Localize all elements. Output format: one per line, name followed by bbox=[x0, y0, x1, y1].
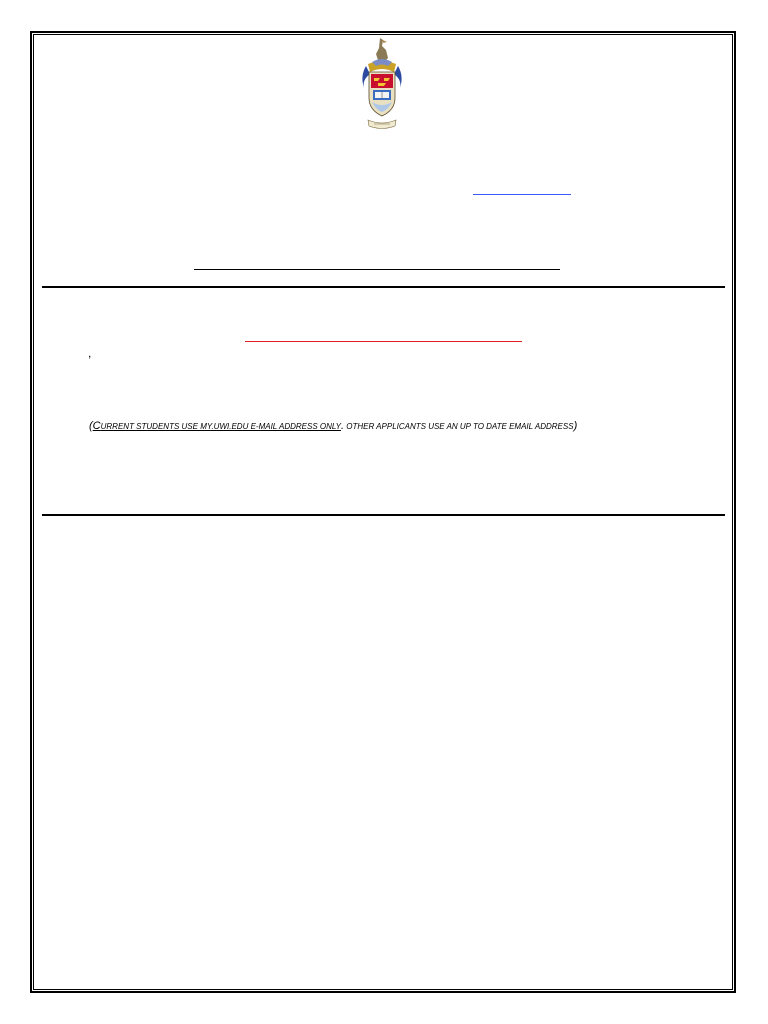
note-current-initial: C bbox=[92, 420, 101, 432]
comma-mark: , bbox=[88, 346, 92, 360]
link-underline[interactable] bbox=[473, 194, 571, 195]
note-other-applicants: OTHER APPLICANTS USE AN UP TO DATE EMAIL ADDRESS bbox=[344, 422, 574, 431]
email-instruction-note bbox=[89, 420, 577, 432]
title-underline bbox=[194, 269, 560, 270]
note-current-students bbox=[93, 422, 341, 431]
note-close-paren: ) bbox=[573, 420, 578, 432]
note-current-rest: URRENT STUDENTS USE MY.UWI.EDU E-MAIL ADDRESS ONLY bbox=[100, 422, 341, 431]
section-divider bbox=[42, 514, 725, 516]
page-border bbox=[30, 31, 736, 993]
note-open-paren: ( bbox=[89, 420, 93, 432]
university-crest-icon bbox=[358, 36, 406, 134]
email-field-underline bbox=[245, 341, 522, 342]
section-divider bbox=[42, 286, 725, 288]
note-period: . bbox=[340, 420, 345, 432]
